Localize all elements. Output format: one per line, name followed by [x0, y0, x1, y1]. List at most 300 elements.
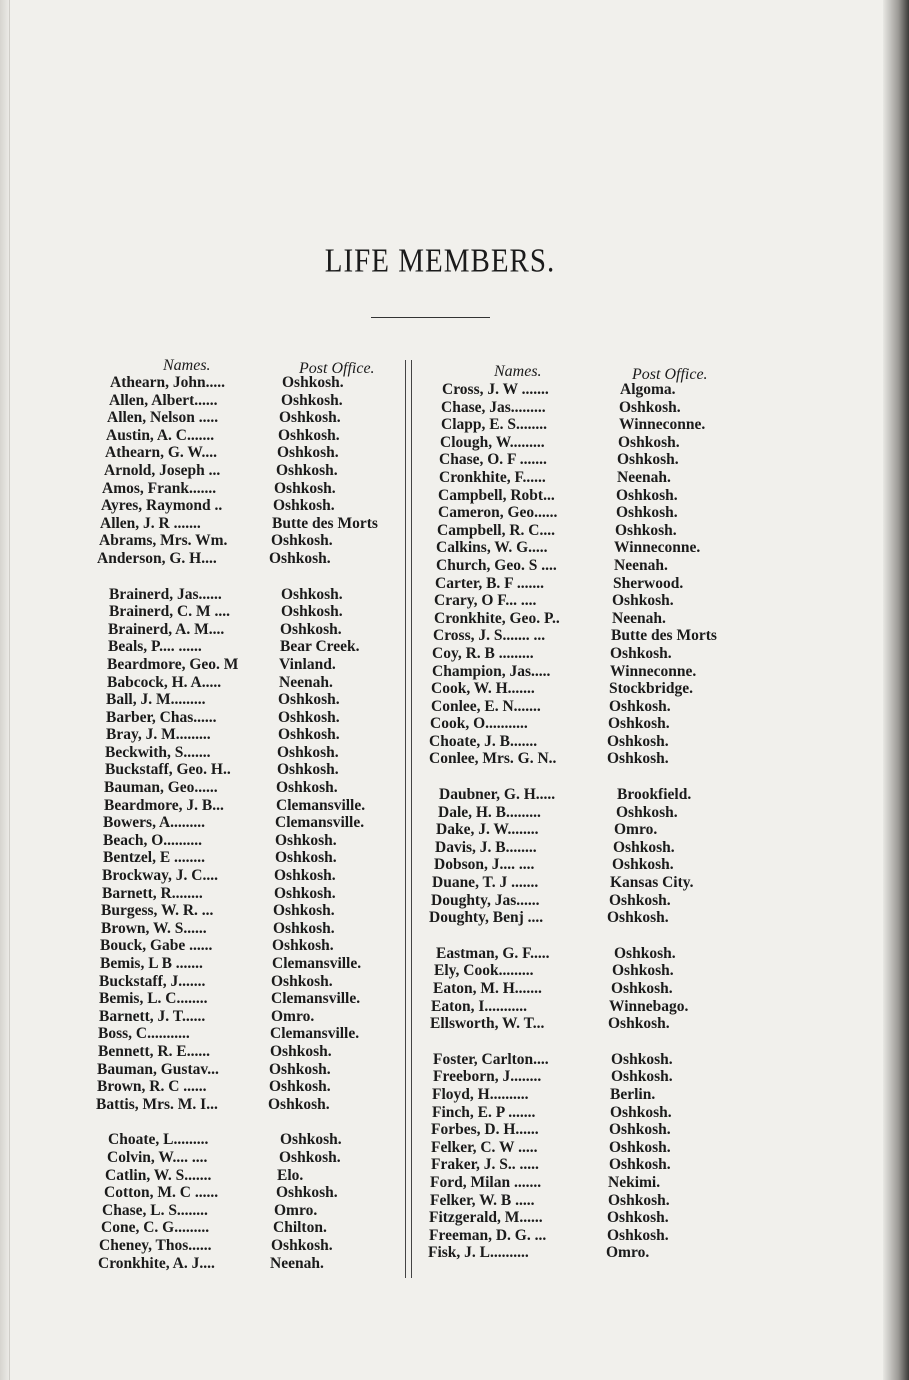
member-row — [102, 885, 378, 903]
group-spacer — [96, 568, 378, 586]
member-row — [431, 698, 717, 716]
member-row — [108, 621, 378, 639]
member-post-office: Oshkosh. — [610, 644, 672, 662]
member-row — [109, 392, 378, 410]
member-post-office: Oshkosh. — [616, 803, 678, 821]
member-row — [102, 1202, 378, 1220]
member-post-office: Vinland. — [279, 655, 336, 673]
member-row — [101, 902, 378, 920]
member-row — [97, 1061, 378, 1079]
page-title: LIFE MEMBERS. — [324, 242, 556, 280]
member-post-office: Oshkosh. — [616, 486, 678, 504]
member-post-office: Oshkosh. — [614, 944, 676, 962]
left-names-header: Names. — [163, 357, 211, 374]
member-name: Felker, W. B ..... — [430, 1191, 535, 1209]
member-name: Coy, R. B ......... — [432, 644, 534, 662]
member-name: Beardmore, J. B... — [104, 796, 224, 814]
member-name: Doughty, Jas...... — [431, 891, 540, 909]
member-post-office: Oshkosh. — [611, 1050, 673, 1068]
member-name: Cronkhite, Geo. P.. — [434, 609, 560, 627]
member-post-office: Oshkosh. — [616, 504, 678, 522]
member-post-office: Omro. — [274, 1201, 318, 1219]
member-name: Cronkhite, A. J.... — [98, 1254, 215, 1272]
member-name: Barber, Chas...... — [106, 708, 217, 726]
page-binding-edge — [0, 0, 10, 1380]
member-row — [431, 1121, 717, 1139]
member-post-office: Oshkosh. — [271, 972, 333, 990]
member-name: Boss, C........... — [98, 1025, 190, 1043]
member-name: Fitzgerald, M...... — [429, 1209, 543, 1227]
member-post-office: Clemansville. — [271, 990, 361, 1008]
member-row — [102, 867, 378, 885]
member-post-office: Oshkosh. — [271, 1236, 333, 1254]
member-name: Doughty, Benj .... — [429, 909, 544, 927]
member-row — [101, 497, 378, 515]
member-post-office: Bear Creek. — [280, 638, 360, 656]
right-member-list — [428, 381, 717, 1262]
member-post-office: Oshkosh. — [274, 867, 336, 885]
member-row — [107, 1149, 378, 1167]
member-row — [105, 761, 378, 779]
member-post-office: Oshkosh. — [607, 732, 669, 750]
member-post-office: Oshkosh. — [612, 856, 674, 874]
member-name: Cone, C. G......... — [101, 1219, 210, 1237]
member-name: Ford, Milan ....... — [430, 1173, 542, 1191]
member-name: Barnett, R........ — [102, 884, 203, 902]
member-post-office: Clemansville. — [276, 796, 366, 814]
member-row — [431, 1156, 717, 1174]
member-name: Bray, J. M......... — [106, 726, 211, 744]
member-name: Abrams, Mrs. Wm. — [99, 532, 228, 550]
member-post-office: Sherwood. — [613, 574, 684, 592]
member-name: Chase, L. S........ — [102, 1201, 208, 1219]
member-post-office: Oshkosh. — [278, 426, 340, 444]
member-row — [439, 469, 717, 487]
member-post-office: Oshkosh. — [273, 919, 335, 937]
member-row — [438, 804, 717, 822]
member-post-office: Omro. — [271, 1007, 315, 1025]
member-post-office: Neenah. — [617, 468, 671, 486]
member-name: Choate, J. B....... — [429, 732, 538, 750]
member-post-office: Oshkosh. — [274, 479, 336, 497]
member-post-office: Oshkosh. — [271, 532, 333, 550]
member-row — [433, 1068, 717, 1086]
member-post-office: Oshkosh. — [609, 891, 671, 909]
member-post-office: Algoma. — [620, 381, 676, 398]
group-spacer — [96, 1113, 378, 1131]
member-name: Colvin, W.... .... — [107, 1148, 208, 1166]
member-name: Beals, P.... ...... — [108, 638, 202, 656]
member-name: Dobson, J.... .... — [434, 856, 535, 874]
member-row — [430, 1192, 717, 1210]
member-row — [440, 434, 717, 452]
member-post-office: Oshkosh. — [269, 549, 331, 567]
member-post-office: Oshkosh. — [277, 444, 339, 462]
member-row — [107, 409, 378, 427]
member-row — [436, 557, 717, 575]
member-post-office: Oshkosh. — [282, 374, 344, 391]
member-post-office: Oshkosh. — [617, 451, 679, 469]
member-row — [434, 962, 717, 980]
member-name: Davis, J. B........ — [435, 838, 537, 856]
member-post-office: Winneconne. — [610, 662, 697, 680]
member-post-office: Nekimi. — [608, 1173, 661, 1191]
member-row — [105, 1167, 378, 1185]
member-name: Cheney, Thos...... — [99, 1236, 212, 1254]
member-name: Cronkhite, F...... — [439, 468, 546, 486]
member-row — [102, 480, 378, 498]
member-name: Brainerd, C. M .... — [109, 603, 230, 621]
member-post-office: Oshkosh. — [278, 708, 340, 726]
member-name: Carter, B. F ....... — [435, 574, 545, 592]
member-post-office: Oshkosh. — [278, 726, 340, 744]
member-row — [430, 1174, 717, 1192]
member-name: Eaton, I........... — [431, 997, 528, 1015]
member-name: Amos, Frank....... — [102, 479, 217, 497]
member-row — [106, 427, 378, 445]
member-row — [435, 839, 717, 857]
member-row — [436, 821, 717, 839]
member-name: Bauman, Gustav... — [97, 1060, 219, 1078]
member-name: Bennett, R. E...... — [98, 1042, 210, 1060]
member-name: Beckwith, S....... — [105, 743, 211, 761]
member-post-office: Oshkosh. — [609, 1156, 671, 1174]
member-post-office: Stockbridge. — [609, 680, 693, 698]
member-name: Allen, J. R ....... — [100, 514, 201, 532]
member-post-office: Oshkosh. — [268, 1095, 330, 1113]
member-name: Buckstaff, Geo. H.. — [105, 761, 231, 779]
member-row — [101, 1219, 378, 1237]
member-name: Freeborn, J........ — [433, 1068, 542, 1086]
member-name: Ball, J. M......... — [106, 691, 206, 709]
member-name: Duane, T. J ....... — [432, 874, 539, 892]
member-name: Foster, Carlton.... — [433, 1050, 549, 1068]
member-row — [434, 610, 717, 628]
member-name: Burgess, W. R. ... — [101, 902, 214, 920]
member-row — [98, 1255, 378, 1273]
member-row — [107, 656, 378, 674]
member-name: Dale, H. B......... — [438, 803, 541, 821]
member-row — [441, 399, 717, 417]
member-post-office: Oshkosh. — [280, 620, 342, 638]
member-name: Fisk, J. L.......... — [428, 1244, 529, 1262]
member-name: Bentzel, E ........ — [103, 849, 206, 867]
member-row — [433, 1051, 717, 1069]
member-name: Battis, Mrs. M. I... — [96, 1095, 218, 1113]
member-post-office: Elo. — [277, 1166, 304, 1184]
member-row — [104, 779, 378, 797]
member-row — [430, 1015, 717, 1033]
member-row — [98, 1025, 378, 1043]
member-post-office: Oshkosh. — [275, 849, 337, 867]
member-name: Babcock, H. A..... — [107, 673, 222, 691]
member-row — [99, 1008, 378, 1026]
member-post-office: Oshkosh. — [281, 603, 343, 621]
member-post-office: Neenah. — [279, 673, 333, 691]
member-post-office: Oshkosh. — [619, 398, 681, 416]
member-row — [106, 691, 378, 709]
member-post-office: Oshkosh. — [272, 937, 334, 955]
member-row — [434, 592, 717, 610]
member-post-office: Oshkosh. — [279, 1148, 341, 1166]
member-name: Cross, J. S....... ... — [433, 627, 546, 645]
member-row — [103, 849, 378, 867]
member-post-office: Kansas City. — [610, 874, 694, 892]
member-post-office: Oshkosh. — [607, 1226, 669, 1244]
member-post-office: Winneconne. — [619, 416, 706, 434]
member-name: Bauman, Geo...... — [104, 779, 218, 797]
member-name: Clough, W......... — [440, 433, 545, 451]
member-post-office: Butte des Morts — [611, 627, 717, 645]
right-names-header: Names. — [494, 363, 542, 380]
member-name: Finch, E. P ....... — [432, 1103, 536, 1121]
member-post-office: Oshkosh. — [274, 884, 336, 902]
member-row — [433, 627, 717, 645]
member-post-office: Neenah. — [612, 609, 666, 627]
member-name: Buckstaff, J....... — [99, 972, 206, 990]
member-name: Bouck, Gabe ...... — [100, 937, 213, 955]
member-post-office: Oshkosh. — [269, 1078, 331, 1096]
member-row — [101, 920, 378, 938]
member-row — [431, 680, 717, 698]
member-row — [104, 797, 378, 815]
member-post-office: Winneconne. — [614, 539, 701, 557]
member-name: Brockway, J. C.... — [102, 867, 218, 885]
member-row — [99, 1237, 378, 1255]
member-name: Bowers, A......... — [103, 814, 206, 832]
member-post-office: Chilton. — [273, 1219, 327, 1237]
member-row — [429, 909, 717, 927]
member-name: Ellsworth, W. T... — [430, 1015, 545, 1033]
member-post-office: Oshkosh. — [280, 1131, 342, 1149]
member-name: Ely, Cook......... — [434, 962, 534, 980]
member-post-office: Oshkosh. — [608, 1191, 670, 1209]
member-post-office: Oshkosh. — [607, 750, 669, 768]
member-row — [431, 892, 717, 910]
member-post-office: Oshkosh. — [276, 779, 338, 797]
member-row — [100, 955, 378, 973]
member-name: Conlee, E. N....... — [431, 697, 541, 715]
member-name: Calkins, W. G..... — [436, 539, 548, 557]
member-name: Church, Geo. S .... — [436, 556, 557, 574]
member-post-office: Oshkosh. — [611, 980, 673, 997]
member-row — [429, 1209, 717, 1227]
member-name: Choate, L......... — [108, 1131, 209, 1149]
member-name: Athearn, John..... — [110, 374, 225, 391]
member-post-office: Oshkosh. — [608, 715, 670, 733]
member-post-office: Oshkosh. — [607, 1209, 669, 1227]
member-post-office: Winnebago. — [609, 997, 689, 1015]
member-row — [433, 980, 717, 998]
member-post-office: Oshkosh. — [277, 743, 339, 761]
member-name: Anderson, G. H.... — [97, 549, 217, 567]
member-row — [431, 998, 717, 1016]
member-post-office: Oshkosh. — [275, 831, 337, 849]
member-post-office: Oshkosh. — [269, 1060, 331, 1078]
member-row — [105, 744, 378, 762]
member-post-office: Oshkosh. — [273, 902, 335, 920]
member-row — [432, 874, 717, 892]
group-spacer — [428, 1033, 717, 1051]
member-post-office: Oshkosh. — [607, 909, 669, 927]
member-row — [432, 1086, 717, 1104]
member-row — [439, 451, 717, 469]
member-row — [104, 462, 378, 480]
group-spacer — [428, 768, 717, 786]
member-post-office: Oshkosh. — [281, 585, 343, 603]
member-row — [438, 504, 717, 522]
member-name: Brown, R. C ...... — [97, 1078, 207, 1096]
member-row — [432, 663, 717, 681]
member-row — [103, 832, 378, 850]
member-row — [106, 726, 378, 744]
member-post-office: Oshkosh. — [618, 433, 680, 451]
member-post-office: Brookfield. — [617, 786, 692, 804]
member-name: Freeman, D. G. ... — [429, 1226, 547, 1244]
member-row — [108, 638, 378, 656]
member-post-office: Oshkosh. — [278, 691, 340, 709]
member-post-office: Clemansville. — [275, 814, 365, 832]
member-row — [429, 750, 717, 768]
member-post-office: Oshkosh. — [612, 592, 674, 610]
member-name: Eastman, G. F..... — [436, 944, 550, 962]
member-name: Campbell, Robt... — [438, 486, 555, 504]
member-post-office: Oshkosh. — [611, 1068, 673, 1086]
right-post-office-header: Post Office. — [632, 366, 708, 383]
member-name: Campbell, R. C.... — [437, 521, 555, 539]
member-name: Barnett, J. T...... — [99, 1007, 206, 1025]
member-row — [100, 937, 378, 955]
member-name: Allen, Nelson ..... — [107, 409, 219, 427]
member-name: Clapp, E. S........ — [441, 416, 547, 434]
member-name: Brown, W. S...... — [101, 919, 207, 937]
member-row — [431, 1139, 717, 1157]
member-row — [109, 586, 378, 604]
member-row — [438, 487, 717, 505]
member-name: Felker, C. W ..... — [431, 1138, 538, 1156]
member-post-office: Oshkosh. — [609, 1138, 671, 1156]
member-post-office: Neenah. — [270, 1254, 324, 1272]
member-post-office: Oshkosh. — [613, 838, 675, 856]
member-row — [441, 416, 717, 434]
member-row — [110, 374, 378, 392]
title-rule — [371, 317, 490, 318]
member-row — [96, 1096, 378, 1114]
member-name: Austin, A. C....... — [106, 426, 215, 444]
member-name: Allen, Albert...... — [109, 391, 218, 409]
member-name: Ayres, Raymond .. — [101, 497, 223, 515]
member-row — [439, 786, 717, 804]
member-name: Floyd, H.......... — [432, 1085, 529, 1103]
member-post-office: Oshkosh. — [609, 1121, 671, 1139]
group-spacer — [428, 927, 717, 945]
member-row — [100, 515, 378, 533]
member-post-office: Oshkosh. — [608, 1015, 670, 1033]
member-name: Beardmore, Geo. M — [107, 655, 239, 673]
member-row — [442, 381, 717, 399]
member-name: Cross, J. W ....... — [442, 381, 549, 398]
member-name: Catlin, W. S....... — [105, 1166, 212, 1184]
member-name: Arnold, Joseph ... — [104, 461, 221, 479]
member-name: Cook, O........... — [430, 715, 528, 733]
member-row — [109, 603, 378, 621]
member-row — [107, 674, 378, 692]
member-post-office: Clemansville. — [272, 955, 362, 972]
member-row — [434, 856, 717, 874]
member-name: Beach, O.......... — [103, 831, 203, 849]
member-row — [437, 522, 717, 540]
member-name: Chase, O. F ....... — [439, 451, 547, 469]
member-row — [97, 1078, 378, 1096]
member-row — [432, 1104, 717, 1122]
member-post-office: Oshkosh. — [609, 697, 671, 715]
member-row — [429, 1227, 717, 1245]
member-post-office: Oshkosh. — [273, 497, 335, 515]
member-post-office: Omro. — [606, 1244, 650, 1262]
member-row — [105, 444, 378, 462]
member-name: Cameron, Geo...... — [438, 504, 558, 522]
member-name: Fraker, J. S.. ..... — [431, 1156, 539, 1174]
member-post-office: Oshkosh. — [270, 1042, 332, 1060]
member-name: Brainerd, Jas...... — [109, 585, 222, 603]
left-member-list — [96, 374, 378, 1272]
member-name: Cotton, M. C ...... — [104, 1184, 219, 1202]
member-name: Dake, J. W........ — [436, 821, 539, 839]
member-row — [99, 973, 378, 991]
member-post-office: Oshkosh. — [276, 1184, 338, 1202]
member-post-office: Omro. — [614, 821, 658, 839]
member-post-office: Neenah. — [614, 556, 668, 574]
member-row — [99, 532, 378, 550]
member-name: Forbes, D. H...... — [431, 1121, 539, 1139]
member-post-office: Oshkosh. — [277, 761, 339, 779]
member-name: Bemis, L. C........ — [99, 990, 208, 1008]
member-row — [103, 814, 378, 832]
member-row — [436, 945, 717, 963]
member-row — [428, 1244, 717, 1262]
member-row — [432, 645, 717, 663]
member-row — [436, 539, 717, 557]
member-row — [98, 1043, 378, 1061]
member-post-office: Oshkosh. — [276, 461, 338, 479]
member-row — [430, 715, 717, 733]
member-post-office: Oshkosh. — [279, 409, 341, 427]
member-post-office: Oshkosh. — [281, 391, 343, 409]
member-name: Brainerd, A. M.... — [108, 620, 225, 638]
member-name: Eaton, M. H....... — [433, 980, 542, 997]
member-row — [104, 1184, 378, 1202]
page-outer-edge — [883, 0, 909, 1380]
member-row — [108, 1131, 378, 1149]
member-post-office: Oshkosh. — [615, 521, 677, 539]
member-row — [435, 575, 717, 593]
member-row — [429, 733, 717, 751]
member-name: Champion, Jas..... — [432, 662, 551, 680]
member-row — [99, 990, 378, 1008]
member-name: Cook, W. H....... — [431, 680, 535, 698]
member-post-office: Clemansville. — [270, 1025, 360, 1043]
member-row — [97, 550, 378, 568]
member-name: Athearn, G. W.... — [105, 444, 217, 462]
member-row — [106, 709, 378, 727]
left-post-office-header: Post Office. — [299, 360, 375, 377]
member-name: Chase, Jas......... — [441, 398, 546, 416]
column-divider — [405, 360, 412, 1278]
member-name: Conlee, Mrs. G. N.. — [429, 750, 557, 768]
member-post-office: Butte des Morts — [272, 514, 378, 532]
member-post-office: Oshkosh. — [610, 1103, 672, 1121]
member-post-office: Oshkosh. — [612, 962, 674, 980]
